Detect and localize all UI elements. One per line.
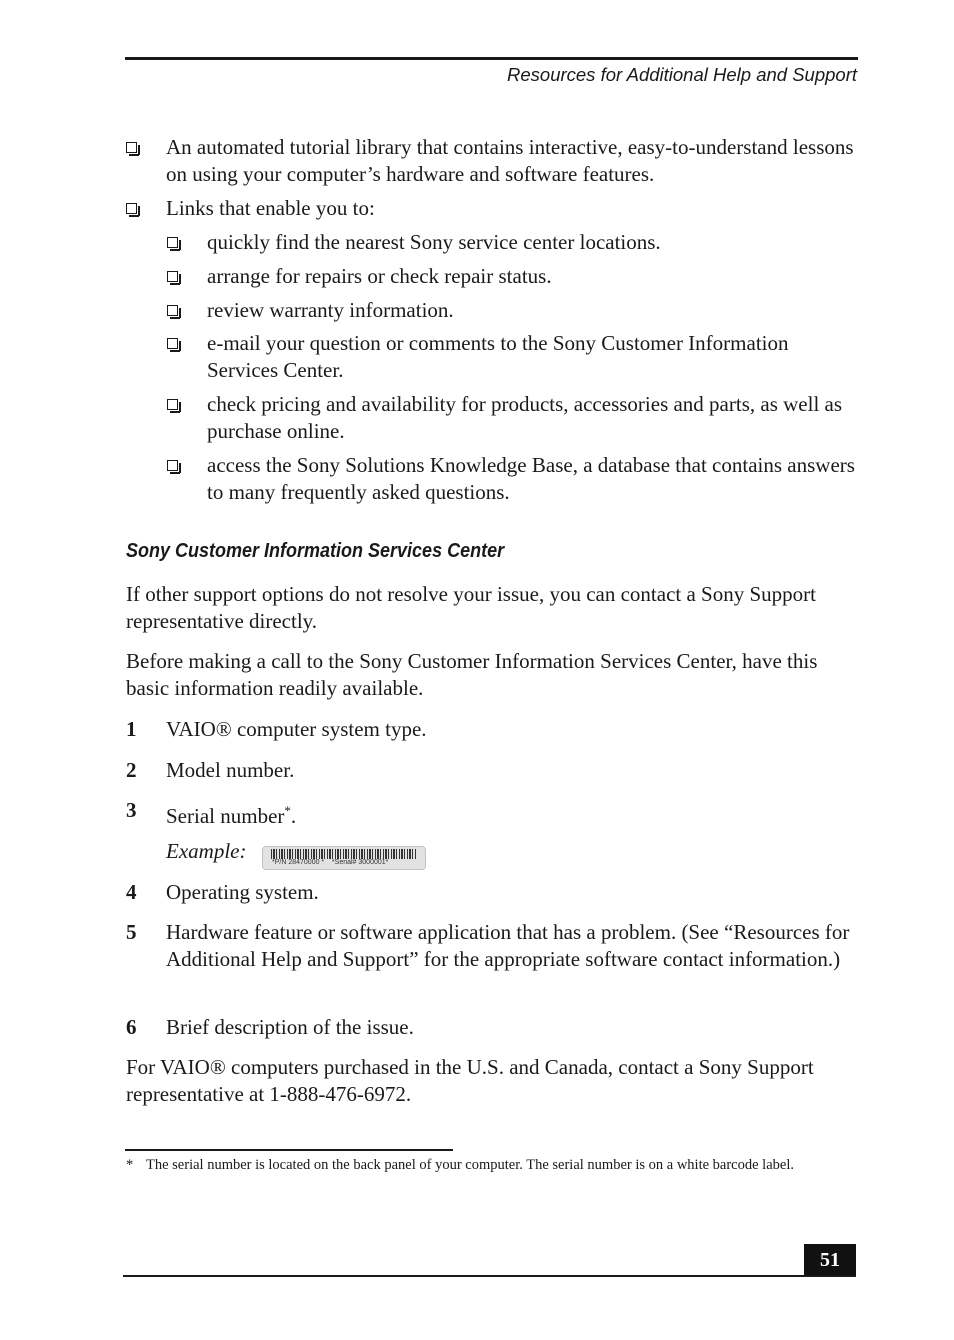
checkbox-bullet-icon — [167, 305, 178, 316]
list-item: review warranty information. — [207, 298, 454, 322]
paragraph: Before making a call to the Sony Customer Information Services Center, have this basic information readily available. — [126, 649, 818, 700]
step-text: Operating system. — [166, 880, 319, 904]
list-item: An automated tutorial library that contains interactive, easy-to-understand lessons on using your computer’s hardware and software features. — [166, 135, 854, 186]
footer-rule — [123, 1275, 856, 1277]
list-item: access the Sony Solutions Knowledge Base, a database that contains answers to many frequently asked questions. — [207, 453, 855, 504]
running-header: Resources for Additional Help and Support — [507, 64, 857, 85]
barcode-text: *P/N 28470000 * *Serial# 3000001* — [272, 859, 389, 866]
step-number: 1 — [126, 717, 137, 741]
checkbox-bullet-icon — [126, 142, 137, 153]
section-heading: Sony Customer Information Services Center — [126, 540, 505, 562]
checkbox-bullet-icon — [126, 203, 137, 214]
step-number: 2 — [126, 758, 137, 782]
list-item: check pricing and availability for products, accessories and parts, as well as purchase online. — [207, 392, 843, 443]
header-rule — [125, 57, 858, 60]
example-label: Example: — [166, 839, 247, 863]
step-text: VAIO® computer system type. — [166, 717, 427, 741]
step-text-main: Serial number — [166, 804, 285, 828]
step-number: 6 — [126, 1015, 137, 1039]
step-text: Brief description of the issue. — [166, 1015, 414, 1039]
paragraph: If other support options do not resolve your issue, you can contact a Sony Support representative directly. — [126, 582, 816, 633]
checkbox-bullet-icon — [167, 237, 178, 248]
checkbox-bullet-icon — [167, 271, 178, 282]
footnote-rule — [125, 1149, 453, 1151]
step-text-suffix: . — [290, 804, 297, 828]
page-number: 51 — [804, 1244, 856, 1276]
step-number: 3 — [126, 798, 137, 822]
footnote-marker: * — [126, 1157, 134, 1173]
step-number: 4 — [126, 880, 137, 904]
footnote-text: The serial number is located on the back panel of your computer. The serial number is on a white barcode label. — [146, 1157, 794, 1173]
step-text — [166, 797, 856, 830]
list-item: arrange for repairs or check repair status. — [207, 264, 552, 288]
list-item: Links that enable you to: — [166, 196, 375, 220]
barcode-label-image — [262, 846, 426, 870]
list-item: e-mail your question or comments to the Sony Customer Information Services Center. — [207, 331, 789, 382]
step-text: Hardware feature or software application that has a problem. (See “Resources for Additional Help and Support” for the appropriate software contact information.) — [166, 920, 850, 971]
step-text: Model number. — [166, 758, 295, 782]
checkbox-bullet-icon — [167, 399, 178, 410]
barcode-icon — [271, 849, 417, 859]
footnote-reference: * — [284, 803, 291, 818]
checkbox-bullet-icon — [167, 460, 178, 471]
list-item: quickly find the nearest Sony service center locations. — [207, 230, 661, 254]
step-number: 5 — [126, 920, 137, 944]
checkbox-bullet-icon — [167, 338, 178, 349]
closing-paragraph: For VAIO® computers purchased in the U.S. and Canada, contact a Sony Support representative at 1-888-476-6972. — [126, 1055, 814, 1106]
